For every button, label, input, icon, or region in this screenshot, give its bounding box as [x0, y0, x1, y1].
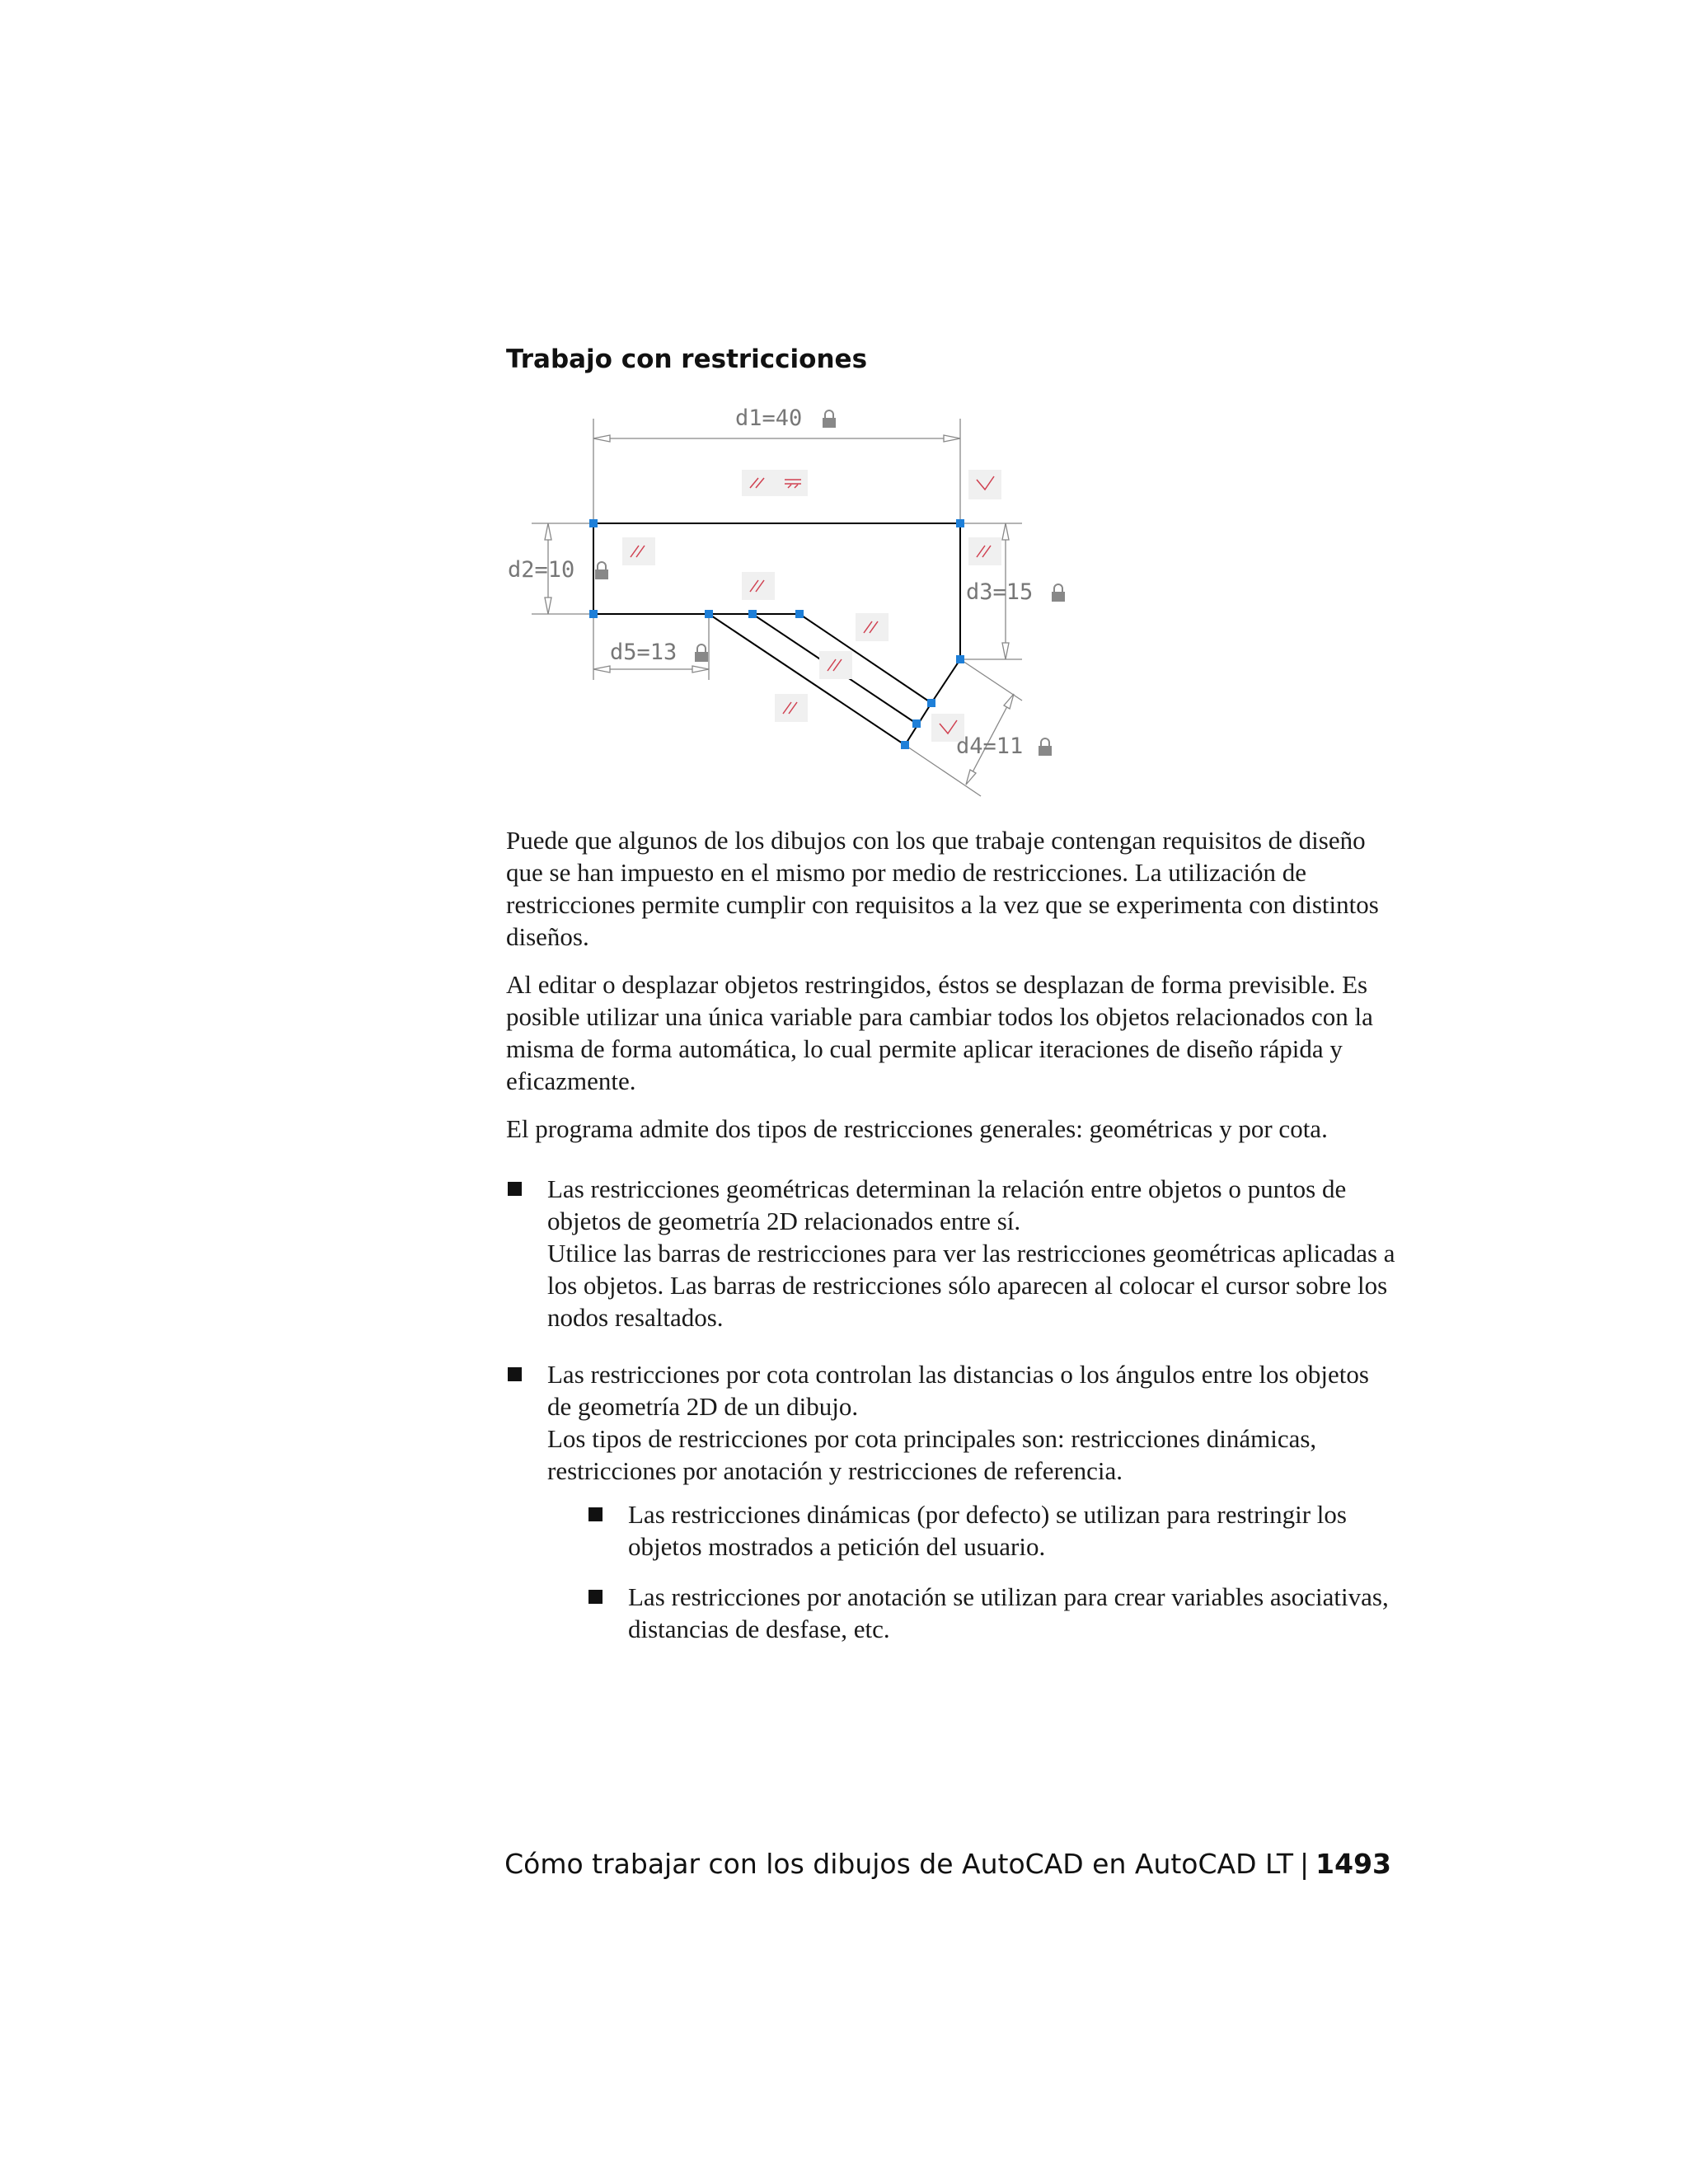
paragraph: Puede que algunos de los dibujos con los que trabaje contengan requisitos de diseño que se han impuesto en el mismo por medio de restricciones. La utilización de restricciones permite cumplir con requisitos a la vez que se experimenta con distintos diseños.: [506, 826, 1379, 951]
paragraph: El programa admite dos tipos de restricciones generales: geométricas y por cota.: [506, 1114, 1328, 1143]
dim-label-d5: d5=13: [610, 640, 678, 665]
body-text: [506, 824, 1396, 1663]
square-bullet-icon: [588, 1507, 603, 1521]
bullet-item: [506, 1173, 1396, 1333]
lock-icon: [595, 562, 608, 579]
lock-icon: [1039, 738, 1052, 756]
dim-label-d2: d2=10: [508, 557, 575, 583]
dim-label-d4: d4=11: [956, 733, 1024, 759]
footer-title: Cómo trabajar con los dibujos de AutoCAD en AutoCAD LT: [504, 1848, 1294, 1880]
square-bullet-icon: [508, 1182, 522, 1196]
bullet-text: Las restricciones por cota controlan las distancias o los ángulos entre los objetos de geometría 2D de un dibujo.: [547, 1360, 1369, 1421]
sub-bullet-item: [587, 1498, 1396, 1563]
page-number: 1493: [1315, 1848, 1391, 1880]
dim-label-d1: d1=40: [735, 405, 803, 431]
section-heading: Trabajo con restricciones: [506, 344, 868, 374]
lock-icon: [823, 410, 836, 428]
lock-icon: [695, 644, 708, 662]
sub-bullet-item: [587, 1581, 1396, 1645]
bullet-text: Las restricciones geométricas determinan la relación entre objetos o puntos de objetos de geometría 2D relacionados entre sí.: [547, 1174, 1347, 1235]
paragraph: Al editar o desplazar objetos restringidos, éstos se desplazan de forma previsible. Es posible utilizar una única variable para cambiar todos los objetos relacionados con la misma de forma automática, lo cual permite aplicar iteraciones de diseño rápida y eficazmente.: [506, 970, 1373, 1095]
square-bullet-icon: [508, 1367, 522, 1381]
footer-separator: |: [1300, 1848, 1310, 1880]
dim-label-d3: d3=15: [966, 579, 1034, 605]
bullet-item: [506, 1358, 1396, 1645]
constraint-icons: [622, 470, 1001, 742]
page-footer: [504, 1848, 1391, 1880]
lock-icon: [1052, 584, 1065, 602]
sub-bullet-text: Las restricciones por anotación se utilizan para crear variables asociativas, distancias de desfase, etc.: [628, 1582, 1389, 1643]
square-bullet-icon: [588, 1590, 603, 1604]
bullet-extra: Utilice las barras de restricciones para ver las restricciones geométricas aplicadas a los objetos. Las barras de restricciones sólo aparecen al colocar el cursor sobre los nodos resaltados.: [547, 1239, 1395, 1332]
constraints-figure: [495, 404, 1071, 816]
bullet-extra: Los tipos de restricciones por cota principales son: restricciones dinámicas, restricciones por anotación y restricciones de referencia.: [547, 1424, 1317, 1485]
sub-bullet-text: Las restricciones dinámicas (por defecto) se utilizan para restringir los objetos mostrados a petición del usuario.: [628, 1500, 1347, 1561]
